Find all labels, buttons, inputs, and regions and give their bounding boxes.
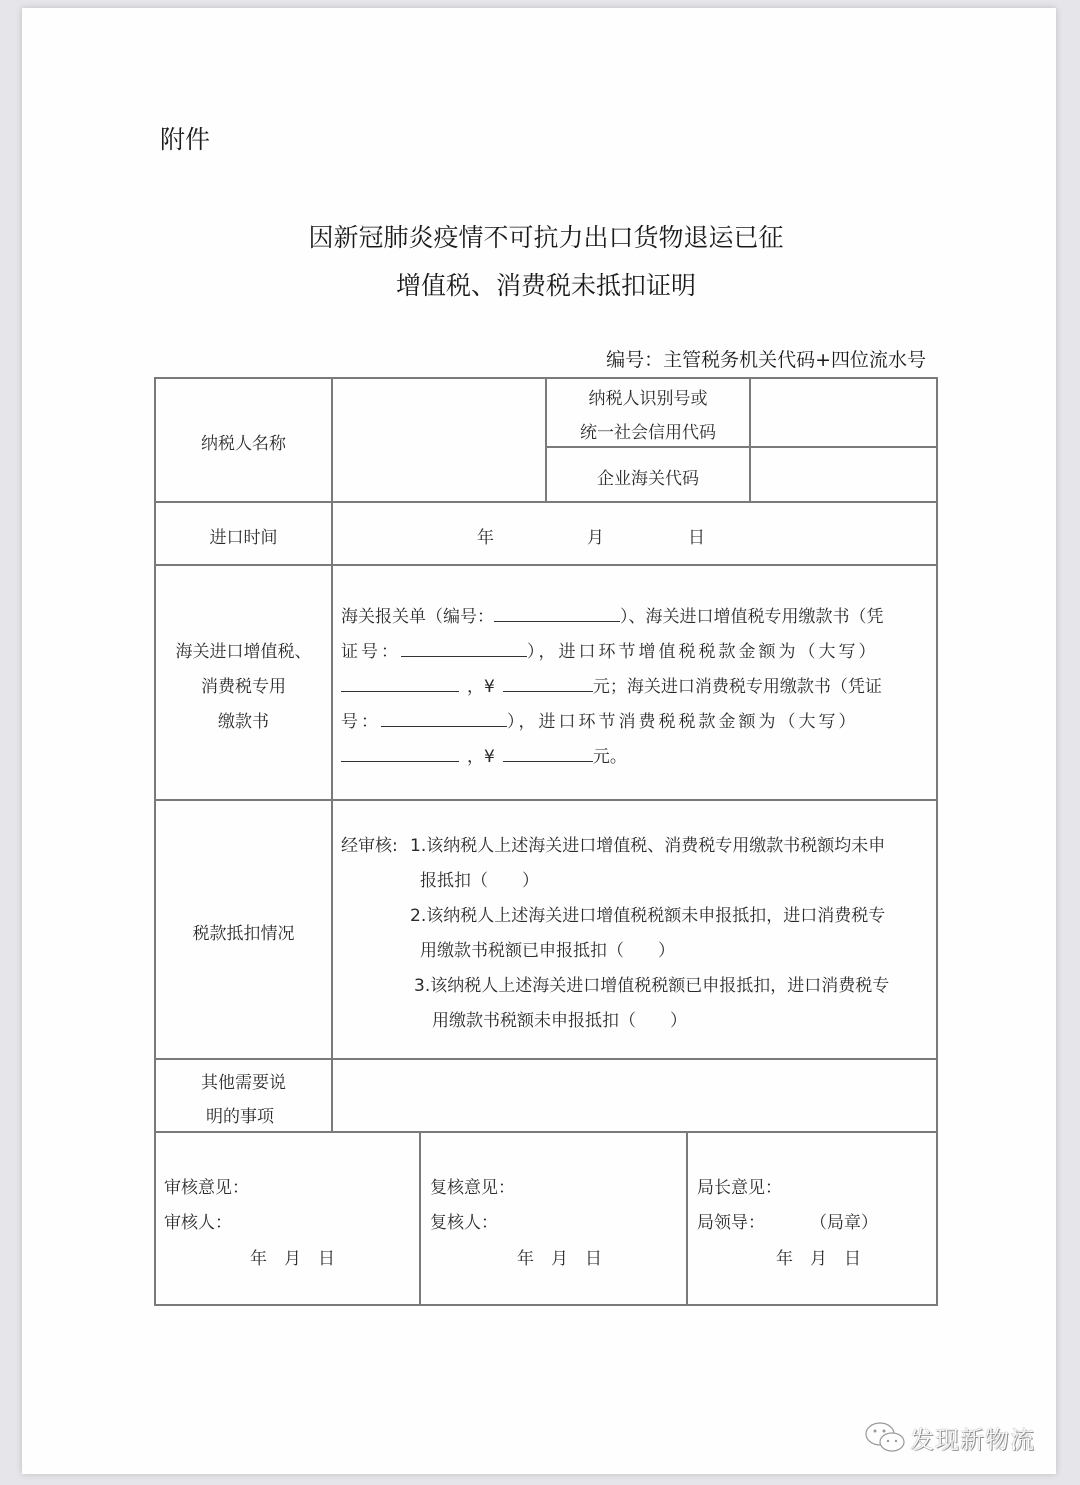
consumption-amount-figures-blank[interactable] <box>503 743 593 762</box>
deduction-item2-line1: 2.该纳税人上述海关进口增值税税额未申报抵扣，进口消费税专 <box>410 906 886 926</box>
director-opinion-label: 局长意见： <box>697 1178 782 1198</box>
vat-amount-figures-blank[interactable] <box>503 673 593 692</box>
consumption-amount-words-blank[interactable] <box>341 743 459 762</box>
consumption-voucher-number-blank[interactable] <box>381 708 507 727</box>
attachment-label: 附件 <box>160 125 211 154</box>
recheck-opinion-label: 复核意见： <box>430 1178 515 1198</box>
text-segment: ，¥ <box>467 747 495 767</box>
text-segment: 元；海关进口消费税专用缴款书（凭证 <box>592 677 882 697</box>
text-segment: 号： <box>341 712 381 732</box>
payment-book-label-line1: 海关进口增值税、 <box>175 642 312 662</box>
deduction-item1-line1: 1.该纳税人上述海关进口增值税、消费税专用缴款书税额均未申 <box>410 836 886 856</box>
other-matters-label-line2: 明的事项 <box>206 1107 274 1127</box>
deduction-prefix: 经审核: <box>341 836 398 856</box>
month-label: 月 <box>587 528 604 548</box>
declaration-number-blank[interactable] <box>494 603 620 622</box>
deduction-item3-line2[interactable]: 用缴款书税额未申报抵扣（ ） <box>432 1011 687 1031</box>
review-date: 年 月 日 <box>250 1249 335 1269</box>
bureau-leader-label: 局领导： <box>697 1213 765 1233</box>
text-segment: 海关报关单（编号： <box>341 607 494 627</box>
table-divider <box>686 1131 688 1306</box>
year-label: 年 <box>477 528 494 548</box>
import-date-field[interactable] <box>333 503 936 564</box>
table-border-left <box>154 377 156 1306</box>
deduction-item3-line1: 3.该纳税人上述海关进口增值税税额已申报抵扣，进口消费税专 <box>414 976 890 996</box>
table-divider <box>154 799 938 801</box>
serial-number-label: 编号：主管税务机关代码+四位流水号 <box>606 349 926 371</box>
text-segment: ）、海关进口增值税专用缴款书（凭 <box>620 607 884 627</box>
customs-code-field[interactable] <box>751 448 936 501</box>
payment-text-line2 <box>341 635 931 670</box>
vat-amount-words-blank[interactable] <box>341 673 459 692</box>
watermark-text: 发现新物流 <box>910 1426 1035 1454</box>
table-divider <box>154 564 938 566</box>
payment-book-label-line2: 消费税专用 <box>201 677 286 697</box>
payment-text-line5 <box>341 740 931 775</box>
payment-text-line1 <box>341 600 931 635</box>
taxpayer-id-field[interactable] <box>751 379 936 446</box>
text-segment: ，¥ <box>467 677 495 697</box>
rechecker-label: 复核人： <box>430 1213 498 1233</box>
text-segment: 元。 <box>592 747 627 767</box>
review-opinion-label: 审核意见： <box>164 1178 249 1198</box>
payment-text <box>341 600 931 775</box>
import-time-label: 进口时间 <box>209 528 278 548</box>
table-divider <box>419 1131 421 1306</box>
table-border-bottom <box>154 1304 938 1306</box>
deduction-item1-line2[interactable]: 报抵扣（ ） <box>420 871 539 891</box>
document-title-line1: 因新冠肺炎疫情不可抗力出口货物退运已征 <box>308 223 784 252</box>
reviewer-label: 审核人： <box>164 1213 232 1233</box>
director-date: 年 月 日 <box>776 1249 861 1269</box>
customs-code-label: 企业海关代码 <box>597 469 699 489</box>
text-segment: ），进口环节增值税税款金额为（大写） <box>527 642 879 662</box>
text-segment: ），进口环节消费税税款金额为（大写） <box>507 712 859 732</box>
text-segment: 证号： <box>341 642 401 662</box>
other-matters-label-line1: 其他需要说 <box>201 1073 286 1093</box>
document-title-line2: 增值税、消费税未抵扣证明 <box>395 271 696 300</box>
payment-text-line3 <box>341 670 931 705</box>
bureau-seal-label: （局章） <box>810 1213 878 1233</box>
taxpayer-id-label-line1: 纳税人识别号或 <box>588 389 708 409</box>
table-border-right <box>936 377 938 1306</box>
payment-text-line4 <box>341 705 931 740</box>
taxpayer-id-label-line2: 统一社会信用代码 <box>580 423 716 443</box>
vat-voucher-number-blank[interactable] <box>401 638 527 657</box>
deduction-item2-line2[interactable]: 用缴款书税额已申报抵扣（ ） <box>420 941 675 961</box>
payment-book-label-line3: 缴款书 <box>218 712 269 732</box>
taxpayer-name-field[interactable] <box>333 379 545 501</box>
day-label: 日 <box>688 528 705 548</box>
recheck-date: 年 月 日 <box>517 1249 602 1269</box>
taxpayer-name-label: 纳税人名称 <box>201 434 286 454</box>
other-matters-field[interactable] <box>333 1060 936 1131</box>
wechat-icon <box>862 1418 912 1458</box>
deduction-label: 税款抵扣情况 <box>192 924 295 944</box>
